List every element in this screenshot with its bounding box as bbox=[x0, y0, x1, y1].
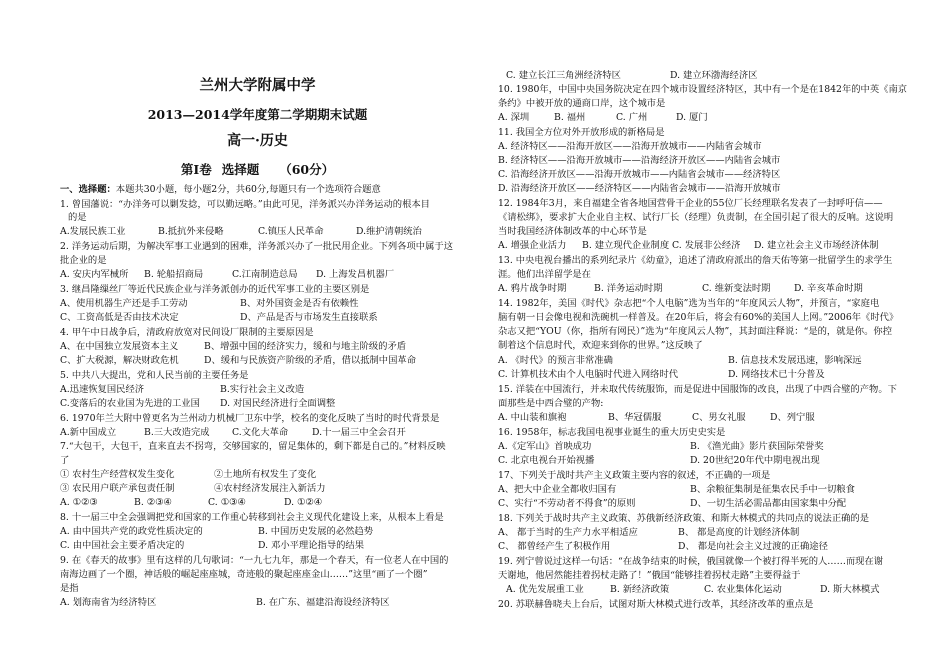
q16-option-c: C. 北京电视台开始视播 bbox=[498, 455, 595, 466]
q14-stem-cont: 脑有朝一日会像电视和洗碗机一样普及。在20年后，将会有60%的美国人上网。”2006年《时代》 bbox=[498, 312, 899, 323]
subject-title: 高一·历史 bbox=[227, 133, 288, 149]
q9-option-a: A. 划海南省为经济特区 bbox=[60, 597, 157, 608]
q1-option-d: D.维护清朝统治 bbox=[356, 226, 422, 237]
q16-option-d: D. 20世纪20年代中期电视出现 bbox=[690, 455, 820, 466]
q14-stem-cont2: 杂志又把“YOU（你，指所有网民）”选为“年度风云人物”，其封面注释说：“是的，就是你。你控 bbox=[498, 326, 892, 337]
q10-option-b: B. 福州 bbox=[554, 112, 586, 123]
q19-stem-cont: 天谢地，他居然能挂着拐杖走路了！”俄国“能够挂着拐杖走路”主要得益于 bbox=[498, 570, 801, 581]
q13-option-d: D. 辛亥革命时期 bbox=[794, 283, 863, 294]
q9-option-c: C. 建立长江三角洲经济特区 bbox=[506, 70, 621, 81]
q18-option-d: D、 都是向社会主义过渡的正确途径 bbox=[678, 541, 828, 552]
q8-option-a: A. 由中国共产党的政党性质决定的 bbox=[60, 526, 203, 537]
section-description bbox=[60, 184, 381, 196]
q2-option-c: C.江南制造总局 bbox=[232, 269, 298, 280]
q13-option-c: C. 维新变法时期 bbox=[702, 283, 771, 294]
exam-title: 2013—2014学年度第二学期期末试题 bbox=[147, 107, 368, 122]
q9-stem: 9. 在《春天的故事》里有这样的几句歌词：“一九七九年，那是一个春天，有一位老人在中国的 bbox=[60, 555, 449, 566]
q7-option-a: A. ①②③ bbox=[60, 497, 98, 508]
q2-option-b: B. 轮船招商局 bbox=[144, 269, 204, 280]
q6-option-b: B.三大改造完成 bbox=[144, 427, 210, 438]
q1-option-b: B.抵抗外来侵略 bbox=[158, 226, 224, 237]
q13-option-a: A. 鸦片战争时期 bbox=[498, 283, 567, 294]
q8-stem: 8. 十一届三中全会强调把党和国家的工作重心转移到社会主义现代化建设上来，从根本上看是 bbox=[60, 512, 444, 523]
q7-item-3: ③ 农民用户联产承包责任制 bbox=[60, 483, 175, 494]
q1-stem: 1. 曾国藩说：“办洋务可以剿发捻，可以勤远略。”由此可见，洋务派兴办洋务运动的根本目 bbox=[60, 199, 430, 210]
q6-option-a: A.新中国成立 bbox=[60, 427, 117, 438]
q12-option-c: C. 发展非公经济 bbox=[672, 240, 741, 251]
q14-option-a: A. 《时代》的预言非常准确 bbox=[498, 355, 613, 366]
q1-stem-cont: 的是 bbox=[68, 212, 87, 223]
q19-option-c: C. 农业集体化运动 bbox=[704, 584, 782, 595]
q7-option-b: B. ②③④ bbox=[134, 497, 172, 508]
q12-option-d: D. 建立社会主义市场经济体制 bbox=[754, 240, 879, 251]
q5-stem: 5. 中共八大提出，党和人民当前的主要任务是 bbox=[60, 370, 249, 381]
q7-item-2: ②土地所有权发生了变化 bbox=[214, 469, 317, 480]
school-title: 兰州大学附属中学 bbox=[199, 77, 316, 94]
q14-stem-cont3: 制着这个信息时代，欢迎来到你的世界。”这反映了 bbox=[498, 340, 703, 351]
q4-option-b: B、增强中国的经济实力，缓和与地主阶级的矛盾 bbox=[204, 341, 407, 352]
q11-stem: 11. 我国全方位对外开放形成的新格局是 bbox=[498, 127, 665, 138]
q8-option-c: C. 由中国社会主要矛盾决定的 bbox=[60, 540, 185, 551]
q13-stem-cont: 涯。他们出洋留学是在 bbox=[498, 269, 591, 280]
q7-stem-cont: 了 bbox=[60, 455, 70, 466]
q17-option-b: B、余粮征集制是征集农民手中一切粮食 bbox=[690, 484, 855, 495]
q13-option-b: B. 洋务运动时期 bbox=[594, 283, 663, 294]
q2-stem: 2. 洋务运动后期，为解决军事工业遇到的困难，洋务派兴办了一批民用企业。下列各项中属于这 bbox=[60, 241, 453, 252]
q12-stem-cont2: 当时我国经济体制改革的中心环节是 bbox=[498, 226, 647, 237]
q10-stem: 10. 1980年，中国中央国务院决定在四个城市设置经济特区，其中有一个是在1842年的中英《南京 bbox=[498, 84, 908, 95]
q13-stem: 13. 中央电视台播出的系列纪录片《幼童》，追述了清政府派出的詹天佑等第一批留学生的求学生 bbox=[498, 255, 893, 266]
q7-item-4: ④农村经济发展注入新活力 bbox=[214, 483, 326, 494]
q12-stem-cont: 《请松绑》，要求扩大企业自主权、试行厂长（经理）负责制，在全国引起了很大的反响。这说明 bbox=[498, 212, 894, 223]
q3-stem: 3. 继昌隆缫丝厂等近代民族企业与洋务派创办的近代军事工业的主要区别是 bbox=[60, 284, 370, 295]
q17-option-d: D、一切生活必需品都由国家集中分配 bbox=[690, 498, 847, 509]
q4-option-c: C、扩大税源，解决财政危机 bbox=[60, 355, 179, 366]
q14-option-b: B. 信息技术发展迅速，影响深远 bbox=[728, 355, 862, 366]
section-title: 第Ⅰ卷 bbox=[180, 162, 212, 177]
q15-option-b: B、华冠儒服 bbox=[608, 412, 662, 423]
q20-stem: 20. 苏联赫鲁晓夫上台后，试图对斯大林模式进行改革，其经济改革的重点是 bbox=[498, 599, 814, 610]
q10-option-d: D. 厦门 bbox=[676, 112, 708, 123]
q10-option-a: A. 深圳 bbox=[498, 112, 530, 123]
q16-option-a: A.《定军山》首映成功 bbox=[498, 441, 592, 452]
q12-option-a: A. 增强企业活力 bbox=[498, 240, 567, 251]
q11-option-a: A. 经济特区——沿海开放区——沿海开放城市——内陆省会城市 bbox=[498, 141, 762, 152]
q4-stem: 4. 甲午中日战争后，清政府放宽对民间设厂限制的主要原因是 bbox=[60, 327, 314, 338]
q14-option-d: D. 网络技术已十分普及 bbox=[728, 369, 825, 380]
q3-option-a: A、使用机器生产还是手工劳动 bbox=[60, 298, 188, 309]
section-score: （60分） bbox=[279, 162, 335, 177]
q6-option-d: D.十一届三中全会召开 bbox=[312, 427, 406, 438]
q4-option-d: D、缓和与民族资产阶级的矛盾，借以抵制中国革命 bbox=[204, 355, 416, 366]
q19-option-d: D. 斯大林模式 bbox=[820, 584, 880, 595]
q5-option-b: B.实行社会主义改造 bbox=[220, 384, 305, 395]
section-desc-label: 一、选择题： bbox=[60, 184, 116, 195]
q15-option-c: C、男女礼服 bbox=[692, 412, 746, 423]
q2-option-d: D. 上海发昌机器厂 bbox=[316, 269, 395, 280]
q18-option-c: C、 都曾经产生了积极作用 bbox=[498, 541, 611, 552]
q18-stem: 18. 下列关于战时共产主义政策、苏俄新经济政策、和斯大林模式的共同点的说法正确的是 bbox=[498, 513, 870, 524]
q15-option-d: D、列宁服 bbox=[770, 412, 815, 423]
q8-option-b: B. 中国历史发展的必然趋势 bbox=[258, 526, 374, 537]
q4-option-a: A、在中国独立发展资本主义 bbox=[60, 341, 179, 352]
q8-option-d: D. 邓小平理论指导的结果 bbox=[258, 540, 365, 551]
q9-option-b: B. 在广东、福建沿海设经济特区 bbox=[256, 597, 390, 608]
q6-option-c: C.文化大革命 bbox=[232, 427, 289, 438]
q10-stem-cont: 条约》中被开放的通商口岸，这个城市是 bbox=[498, 98, 666, 109]
q7-item-1: ① 农村生产经营权发生变化 bbox=[60, 469, 175, 480]
q17-option-c: C、实行“不劳动者不得食”的原则 bbox=[498, 498, 636, 509]
q18-option-b: B、 都是高度的计划经济体制 bbox=[678, 527, 800, 538]
q15-stem-cont: 面那些是中西合璧的产物: bbox=[498, 398, 604, 409]
q19-option-a: A. 优先发展重工业 bbox=[506, 584, 584, 595]
q15-option-a: A. 中山装和旗袍 bbox=[498, 412, 567, 423]
q7-option-c: C. ①③④ bbox=[208, 497, 246, 508]
q14-option-c: C. 计算机技术由个人电脑时代进入网络时代 bbox=[498, 369, 679, 380]
q10-option-c: C. 广州 bbox=[616, 112, 648, 123]
q5-option-d: D. 对国民经济进行全面调整 bbox=[220, 398, 336, 409]
q16-stem: 16. 1958年，标志我国电视事业诞生的重大历史史实是 bbox=[498, 427, 726, 438]
q1-option-a: A.发展民族工业 bbox=[60, 226, 126, 237]
q11-option-d: D. 沿海经济开放区——经济特区——内陆省会城市——沿海开放城市 bbox=[498, 183, 781, 194]
q19-option-b: B. 新经济政策 bbox=[610, 584, 670, 595]
q15-stem: 15. 洋装在中国流行，并未取代传统服饰，而是促进中国服饰的改良，出现了中西合璧的产物。下 bbox=[498, 384, 897, 395]
q7-stem: 7.“大包干，大包干，直来直去不拐弯，交够国家的，留足集体的，剩下都是自己的。”材料反映 bbox=[60, 441, 446, 452]
q7-option-d: D. ①②④ bbox=[284, 497, 323, 508]
q14-stem: 14. 1982年，美国《时代》杂志把“个人电脑”选为当年的“年度风云人物”，并预言，“家庭电 bbox=[498, 298, 880, 309]
q2-stem-cont: 批企业的是 bbox=[60, 255, 107, 266]
q12-stem: 12. 1984年3月，来自福建全省各地国营骨干企业的55位厂长经理联名发表了一封呼吁信—— bbox=[498, 198, 883, 209]
q3-option-b: B、对外国资金是否有依赖性 bbox=[240, 298, 359, 309]
q17-option-a: A、把大中企业全都收归国有 bbox=[498, 484, 617, 495]
q11-option-b: B. 经济特区——沿海开放城市——沿海经济开放区——内陆省会城市 bbox=[498, 155, 781, 166]
q19-stem: 19. 列宁曾说过这样一句话：“在战争结束的时候，俄国就像一个被打得半死的人……而现在谢 bbox=[498, 556, 884, 567]
q9-stem-cont: 南海边画了一个圈，神话般的崛起座座城，奇迹般的聚起座座金山……”这里“画了一个圈” bbox=[60, 569, 428, 580]
q6-stem: 6. 1970年兰大附中曾更名为兰州动力机械厂卫东中学，校名的变化反映了当时的时代背景是 bbox=[60, 413, 440, 424]
section-name: 选择题 bbox=[221, 162, 260, 177]
q5-option-a: A.迅速恢复国民经济 bbox=[60, 384, 145, 395]
q9-option-d: D. 建立环渤海经济区 bbox=[670, 70, 758, 81]
q12-option-b: B. 建立现代企业制度 bbox=[582, 240, 670, 251]
q2-option-a: A. 安庆内军械所 bbox=[60, 269, 129, 280]
q17-stem: 17、下列关于战时共产主义政策主要内容的叙述，不正确的一项是 bbox=[498, 470, 771, 481]
section-desc-text: 本题共30小题，每小题2分，共60分,每题只有一个选项符合题意 bbox=[115, 184, 381, 195]
q1-option-c: C.镇压人民革命 bbox=[258, 226, 324, 237]
q18-option-a: A、 都于当时的生产力水平相适应 bbox=[498, 527, 638, 538]
q16-option-b: B. 《渔光曲》影片获国际荣誉奖 bbox=[690, 441, 824, 452]
q9-stem-cont2: 是指 bbox=[60, 583, 79, 594]
q3-option-c: C、工资高低是否由技术决定 bbox=[60, 312, 179, 323]
section-heading bbox=[60, 162, 455, 178]
q11-option-c: C. 沿海经济开放区——沿海开放城市——内陆省会城市——经济特区 bbox=[498, 169, 781, 180]
q5-option-c: C.变落后的农业国为先进的工业国 bbox=[60, 398, 200, 409]
q3-option-d: D、产品是否与市场发生直接联系 bbox=[240, 312, 378, 323]
